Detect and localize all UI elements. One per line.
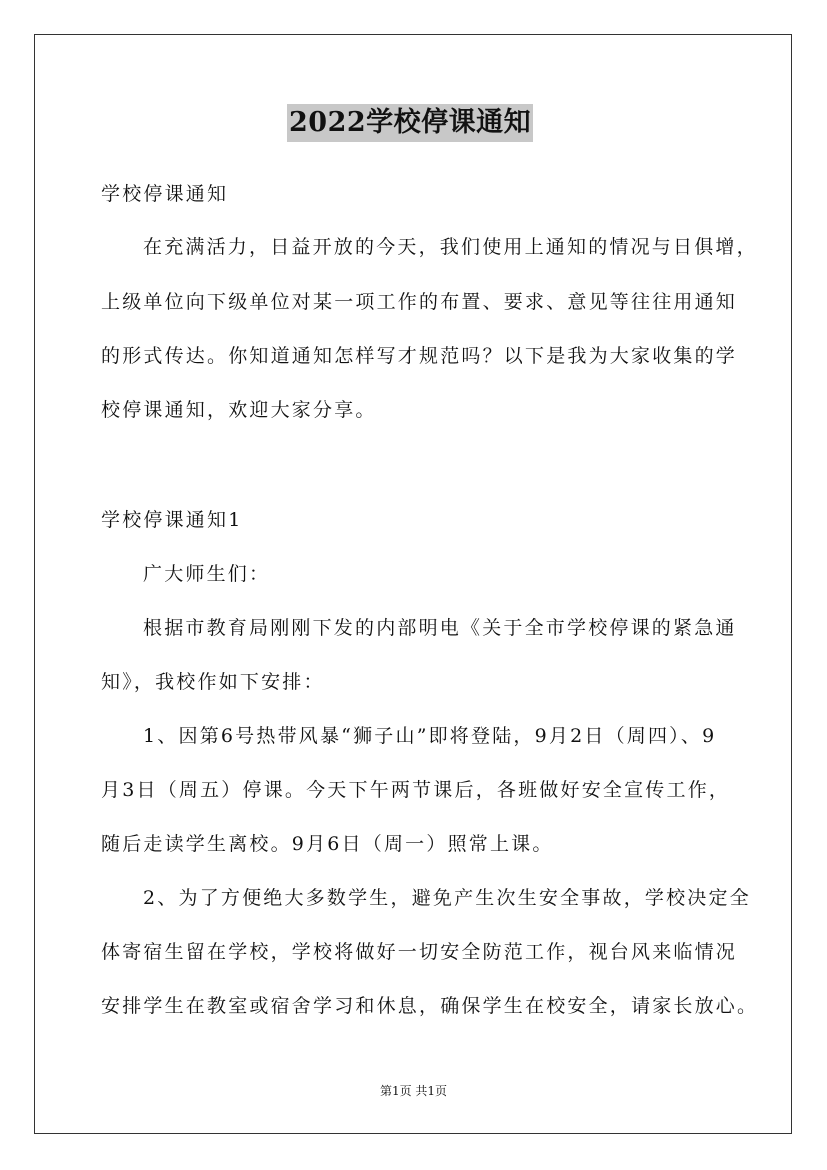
paragraph-line: 知》，我校作如下安排： <box>101 671 325 693</box>
list-item-line: 安排学生在教室或宿舍学习和休息，确保学生在校安全，请家长放心。 <box>101 995 759 1017</box>
intro-line: 校停课通知，欢迎大家分享。 <box>101 399 377 421</box>
salutation: 广大师生们： <box>143 563 271 585</box>
list-item-line: 2、为了方便绝大多数学生，避免产生次生安全事故，学校决定全 <box>143 887 751 909</box>
list-item-line: 1、因第6号热带风暴“狮子山”即将登陆，9月2日（周四）、9 <box>143 725 717 747</box>
list-item-line: 体寄宿生留在学校，学校将做好一切安全防范工作，视台风来临情况 <box>101 941 738 963</box>
page-footer: 第1页 共1页 <box>379 1084 448 1098</box>
list-item-line: 月3日（周五）停课。今天下午两节课后，各班做好安全宣传工作， <box>101 779 731 801</box>
intro-line: 在充满活力，日益开放的今天，我们使用上通知的情况与日俱增， <box>143 236 758 258</box>
intro-line: 上级单位向下级单位对某一项工作的布置、要求、意见等往往用通知 <box>101 291 738 313</box>
document-heading: 学校停课通知 <box>101 183 229 205</box>
document-title: 2022学校停课通知 <box>287 104 533 142</box>
section-title: 学校停课通知1 <box>101 509 243 531</box>
list-item-line: 随后走读学生离校。9月6日（周一）照常上课。 <box>101 833 554 855</box>
intro-line: 的形式传达。你知道通知怎样写才规范吗？以下是我为大家收集的学 <box>101 345 738 367</box>
paragraph-line: 根据市教育局刚刚下发的内部明电《关于全市学校停课的紧急通 <box>143 617 737 639</box>
